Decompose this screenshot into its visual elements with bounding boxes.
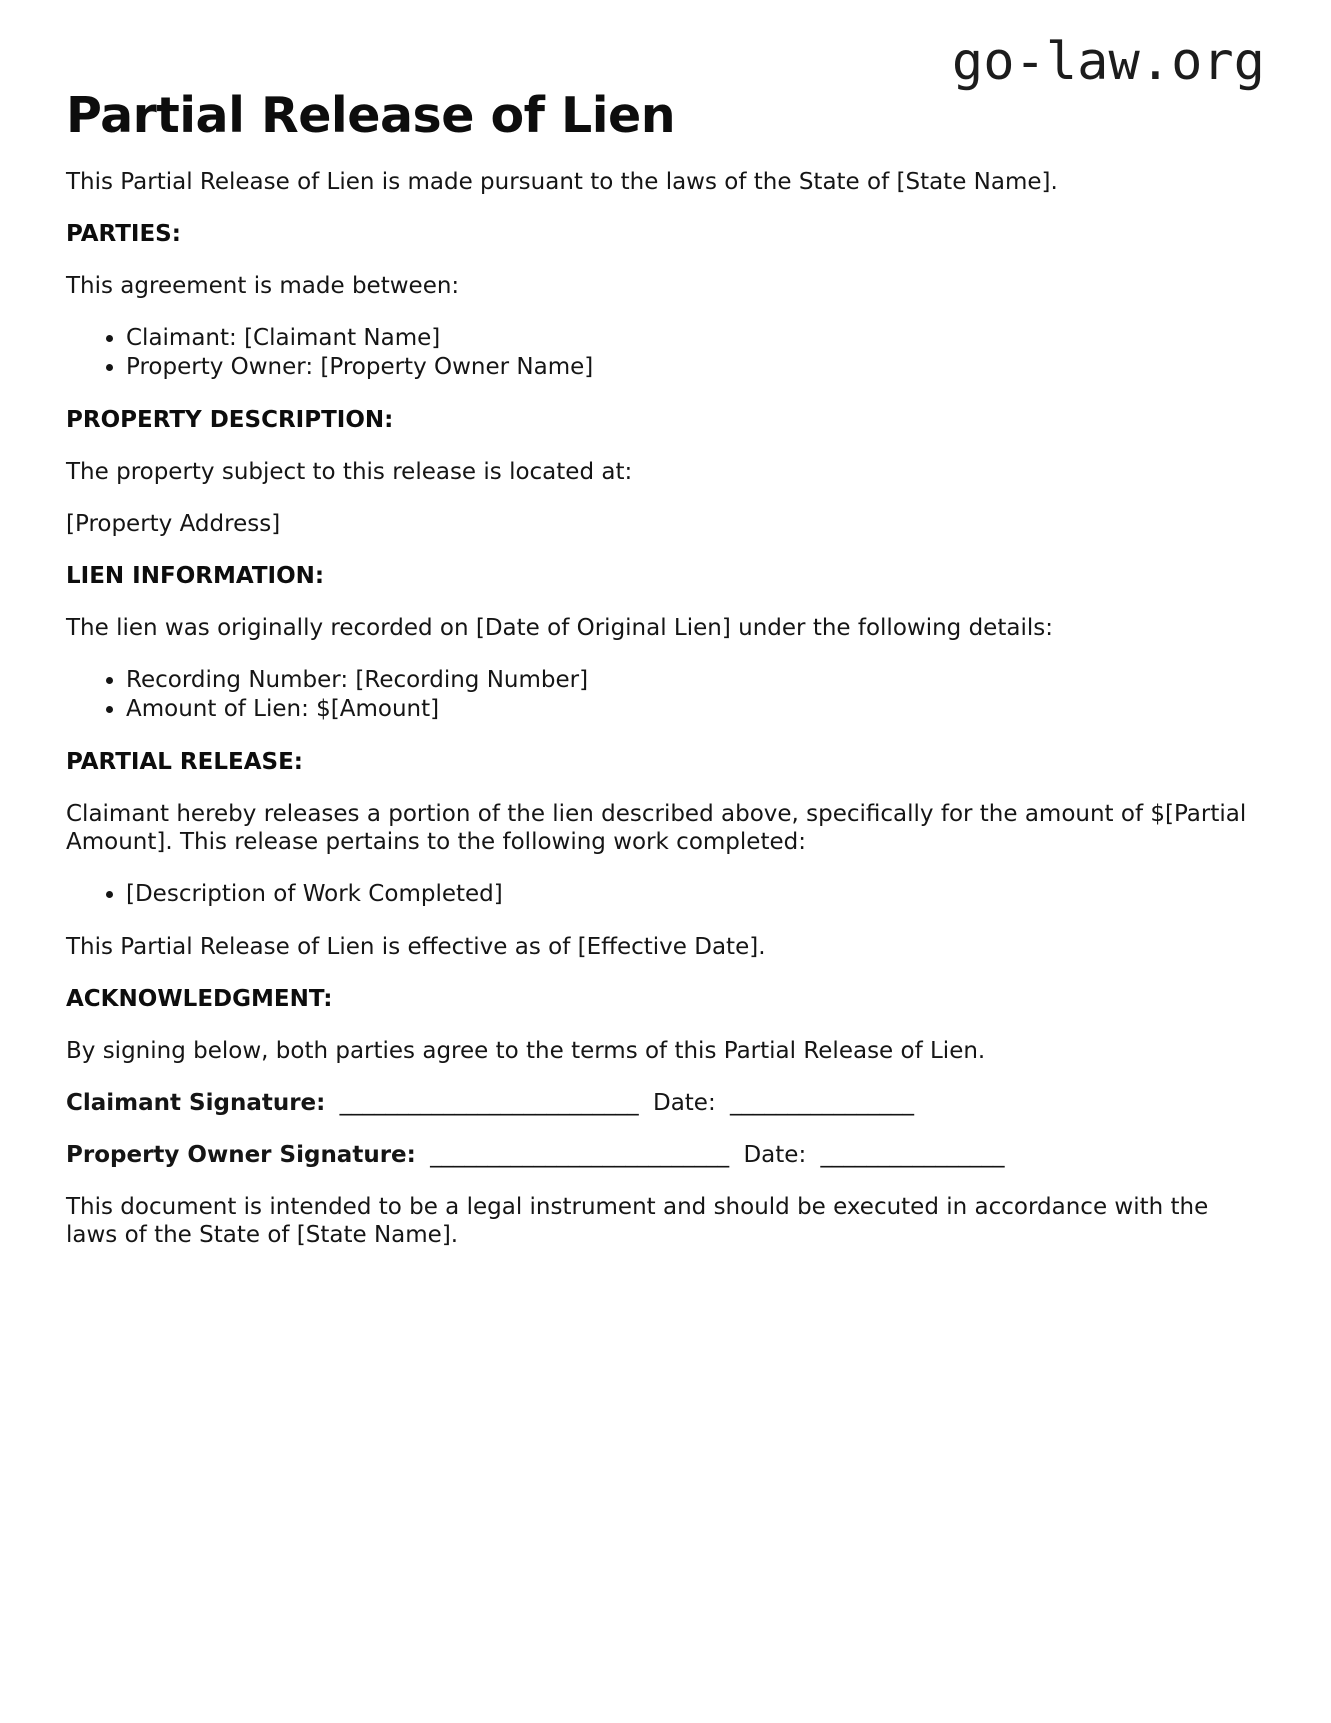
- owner-date-label: Date:: [743, 1142, 807, 1168]
- section-heading-acknowledgment: ACKNOWLEDGMENT:: [66, 986, 333, 1012]
- partial-release-lead: Claimant hereby releases a portion of the lien described above, specifically for the amount of $[Partial Amount]. This release pertains to the following work completed:: [66, 801, 1247, 855]
- claimant-date-label: Date:: [652, 1090, 716, 1116]
- list-item-property-owner: • Property Owner: [Property Owner Name]: [126, 353, 1265, 382]
- lien-lead: The lien was originally recorded on [Date of Original Lien] under the following details:: [66, 615, 1053, 641]
- section-heading-property-description: PROPERTY DESCRIPTION:: [66, 407, 394, 433]
- parties-lead: This agreement is made between:: [66, 273, 460, 299]
- owner-date-line: ________________: [820, 1142, 1005, 1168]
- section-heading-parties: PARTIES:: [66, 221, 181, 247]
- parties-list: [66, 324, 1265, 382]
- list-item-lien-amount: • Amount of Lien: $[Amount]: [126, 695, 1265, 724]
- claimant-signature-label: Claimant Signature:: [66, 1090, 326, 1116]
- page-title: Partial Release of Lien: [66, 87, 676, 144]
- owner-signature-label: Property Owner Signature:: [66, 1142, 416, 1168]
- brand-logo: go-law.org: [951, 32, 1265, 92]
- owner-signature-line: __________________________: [430, 1142, 730, 1168]
- effective-date-paragraph: This Partial Release of Lien is effective as of [Effective Date].: [66, 934, 766, 960]
- intro-paragraph: This Partial Release of Lien is made pursuant to the laws of the State of [State Name].: [66, 169, 1058, 195]
- acknowledgment-lead: By signing below, both parties agree to the terms of this Partial Release of Lien.: [66, 1038, 986, 1064]
- footer-paragraph: This document is intended to be a legal instrument and should be executed in accordance with the laws of the State of [State Name].: [66, 1194, 1209, 1248]
- property-address-placeholder: [Property Address]: [66, 511, 281, 537]
- claimant-signature-line: __________________________: [339, 1090, 639, 1116]
- claimant-date-line: ________________: [730, 1090, 915, 1116]
- partial-release-list: [66, 880, 1265, 909]
- section-heading-lien-information: LIEN INFORMATION:: [66, 563, 325, 589]
- owner-signature-row: [66, 1141, 1265, 1169]
- property-lead: The property subject to this release is located at:: [66, 459, 633, 485]
- claimant-signature-row: [66, 1089, 1265, 1117]
- list-item-claimant: • Claimant: [Claimant Name]: [126, 324, 1265, 353]
- list-item-recording-number: • Recording Number: [Recording Number]: [126, 666, 1265, 695]
- list-item-work-description: • [Description of Work Completed]: [126, 880, 1265, 909]
- section-heading-partial-release: PARTIAL RELEASE:: [66, 749, 303, 775]
- lien-list: [66, 666, 1265, 724]
